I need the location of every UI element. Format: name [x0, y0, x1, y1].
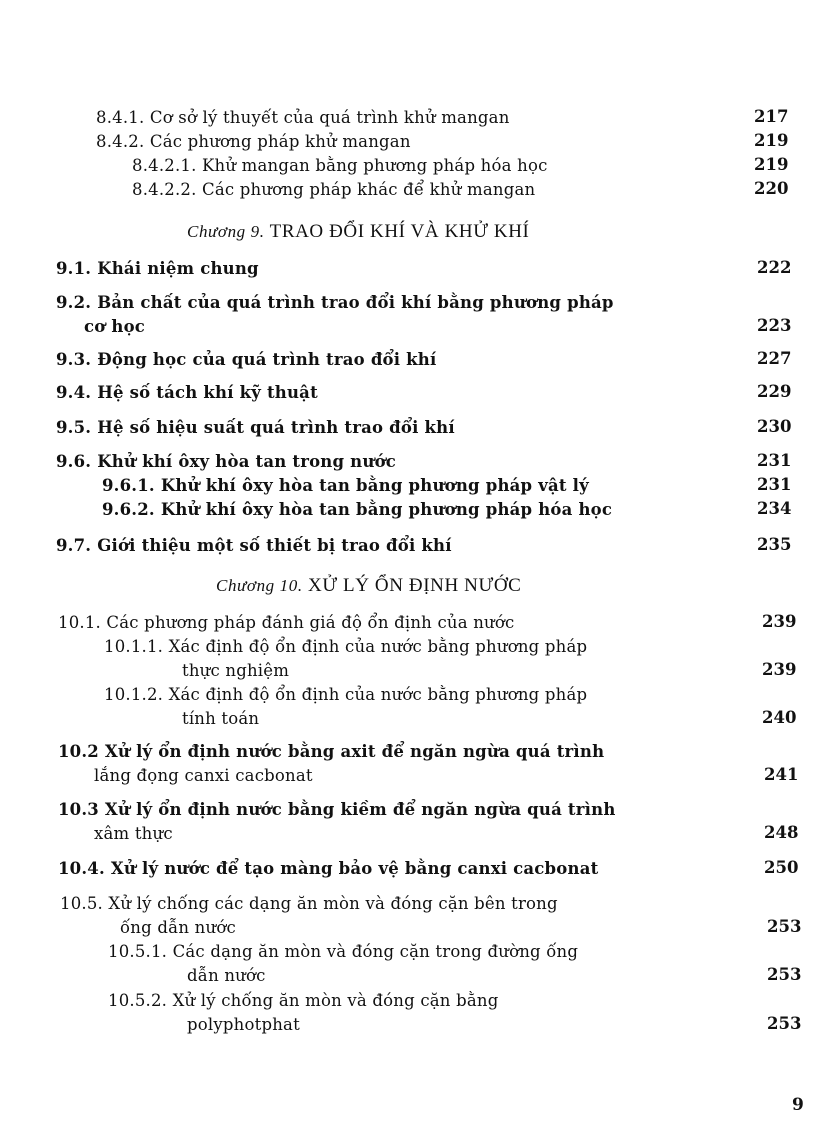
toc-page-10-3: 248 [764, 823, 799, 842]
toc-page-9-6-1: 231 [757, 475, 792, 494]
toc-entry-10-1-2: 10.1.2. Xác định độ ổn định của nước bằng phương pháp [104, 685, 588, 704]
toc-page-10-5-1: 253 [767, 965, 802, 984]
toc-page-9-4: 229 [757, 382, 792, 401]
toc-entry-10-1: 10.1. Các phương pháp đánh giá độ ổn định của nước [58, 613, 515, 632]
toc-page-10-1-1: 239 [762, 660, 797, 679]
toc-entry-10-2: 10.2 Xử lý ổn định nước bằng axit để ngăn ngừa quá trình [58, 742, 605, 761]
toc-page-9-5: 230 [757, 417, 792, 436]
toc-entry-9-2: 9.2. Bản chất của quá trình trao đổi khí bằng phương pháp [56, 293, 614, 312]
toc-page-10-1: 239 [762, 612, 797, 631]
toc-entry-8-4-1: 8.4.1. Cơ sở lý thuyết của quá trình khử mangan [96, 108, 510, 127]
toc-entry-10-5-1-cont: dẫn nước [187, 966, 266, 985]
toc-entry-9-7: 9.7. Giới thiệu một số thiết bị trao đổi khí [56, 536, 452, 555]
toc-entry-10-4: 10.4. Xử lý nước để tạo màng bảo vệ bằng canxi cacbonat [58, 859, 599, 878]
chapter-9-title: TRAO ĐỔI KHÍ VÀ KHỬ KHÍ [269, 221, 530, 242]
toc-page-9-3: 227 [757, 349, 792, 368]
toc-entry-10-5-cont: ống dẫn nước [120, 918, 236, 937]
toc-entry-10-2-cont: lắng đọng canxi cacbonat [94, 766, 313, 785]
toc-page-9-1: 222 [757, 258, 792, 277]
chapter-10-heading [216, 575, 521, 597]
chapter-10-title: XỬ LÝ ỔN ĐỊNH NƯỚC [308, 575, 522, 596]
toc-entry-9-5: 9.5. Hệ số hiệu suất quá trình trao đổi khí [56, 418, 455, 437]
toc-entry-9-6: 9.6. Khử khí ôxy hòa tan trong nước [56, 452, 397, 471]
toc-entry-10-1-1: 10.1.1. Xác định độ ổn định của nước bằng phương pháp [104, 637, 588, 656]
toc-page-8-4-2-2: 220 [754, 179, 789, 198]
toc-entry-9-3: 9.3. Động học của quá trình trao đổi khí [56, 350, 437, 369]
toc-entry-10-5-1: 10.5.1. Các dạng ăn mòn và đóng cặn trong đường ống [108, 942, 579, 961]
toc-page-10-4: 250 [764, 858, 799, 877]
toc-page-8-4-2: 219 [754, 131, 789, 150]
toc-entry-9-1: 9.1. Khái niệm chung [56, 259, 259, 278]
toc-entry-10-1-2-cont: tính toán [182, 709, 260, 728]
toc-page-9-6-2: 234 [757, 499, 792, 518]
toc-entry-10-1-1-cont: thực nghiệm [182, 661, 290, 680]
toc-entry-8-4-2-1: 8.4.2.1. Khử mangan bằng phương pháp hóa học [132, 156, 548, 175]
toc-entry-9-6-2: 9.6.2. Khử khí ôxy hòa tan bằng phương pháp hóa học [102, 500, 613, 519]
toc-entry-9-2-cont: cơ học [84, 317, 146, 336]
toc-entry-8-4-2-2: 8.4.2.2. Các phương pháp khác để khử mangan [132, 180, 536, 199]
chapter-9-heading [187, 221, 529, 243]
chapter-10-label: Chương 10. [216, 576, 303, 595]
toc-page-9-6: 231 [757, 451, 792, 470]
toc-page-9-2: 223 [757, 316, 792, 335]
toc-entry-10-3-cont: xâm thực [94, 824, 173, 843]
toc-page-10-2: 241 [764, 765, 799, 784]
toc-page-9-7: 235 [757, 535, 792, 554]
chapter-9-label: Chương 9. [187, 222, 265, 241]
toc-entry-10-3: 10.3 Xử lý ổn định nước bằng kiềm để ngăn ngừa quá trình [58, 800, 616, 819]
page-number: 9 [792, 1095, 804, 1115]
toc-page-8-4-2-1: 219 [754, 155, 789, 174]
toc-page-8-4-1: 217 [754, 107, 789, 126]
toc-page-10-5: 253 [767, 917, 802, 936]
toc-page-10-1-2: 240 [762, 708, 797, 727]
toc-entry-8-4-2: 8.4.2. Các phương pháp khử mangan [96, 132, 411, 151]
toc-entry-10-5: 10.5. Xử lý chống các dạng ăn mòn và đóng cặn bên trong [60, 894, 558, 913]
toc-entry-9-6-1: 9.6.1. Khử khí ôxy hòa tan bằng phương pháp vật lý [102, 476, 589, 495]
toc-entry-9-4: 9.4. Hệ số tách khí kỹ thuật [56, 383, 318, 402]
toc-page-10-5-2: 253 [767, 1014, 802, 1033]
toc-entry-10-5-2: 10.5.2. Xử lý chống ăn mòn và đóng cặn bằng [108, 991, 499, 1010]
toc-entry-10-5-2-cont: polyphotphat [187, 1015, 300, 1034]
